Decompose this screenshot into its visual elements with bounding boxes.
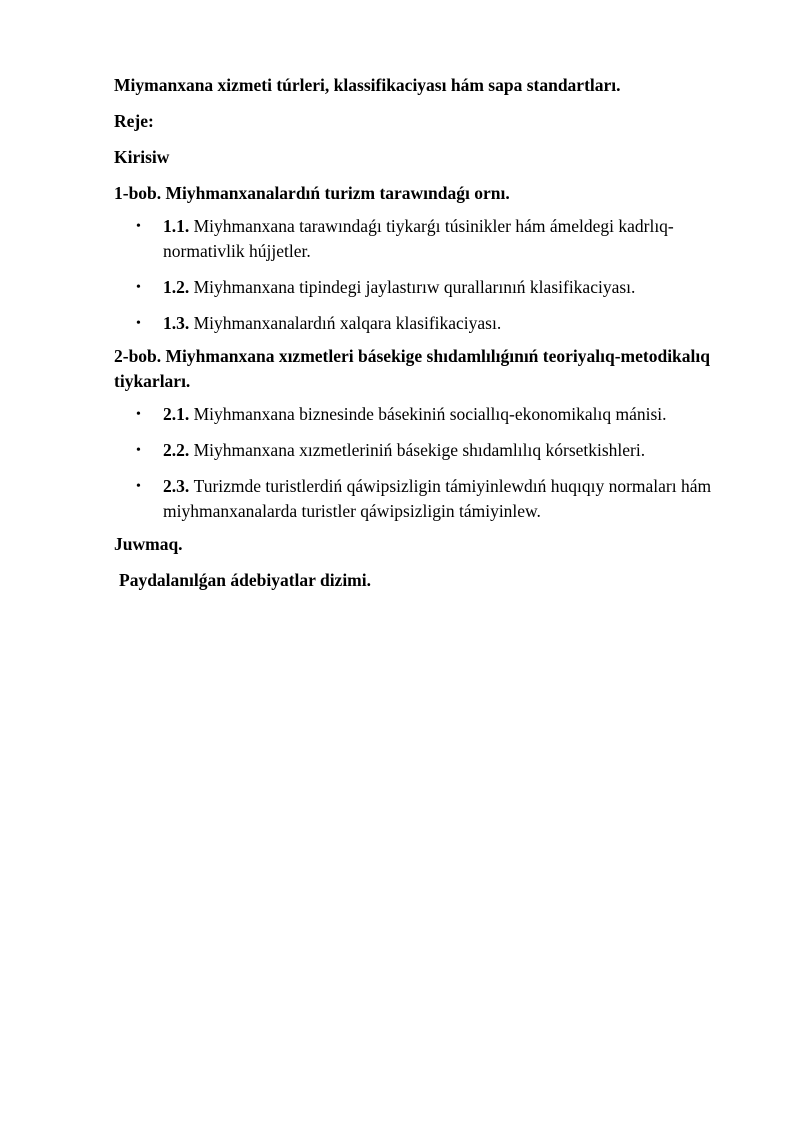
section-number: 1.2. <box>163 277 194 297</box>
chapter-2-sections <box>114 402 724 524</box>
section-number: 2.2. <box>163 440 194 460</box>
bullet-icon: • <box>136 280 141 295</box>
references-heading: Paydalanılǵan ádebiyatlar dizimi. <box>119 570 371 590</box>
list-item <box>114 311 724 336</box>
document-page <box>114 73 724 593</box>
bullet-icon: • <box>136 443 141 458</box>
intro-heading: Kirisiw <box>114 147 170 167</box>
bullet-icon: • <box>136 219 141 234</box>
section-number: 2.3. <box>163 476 194 496</box>
list-item <box>114 474 724 524</box>
list-item <box>114 214 724 264</box>
bullet-icon: • <box>136 407 141 422</box>
section-number: 1.3. <box>163 313 194 333</box>
conclusion-heading: Juwmaq. <box>114 534 183 554</box>
list-item <box>114 438 724 463</box>
section-text: Miyhmanxana tarawındaǵı tiykarǵı túsinikler hám ámeldegi kadrlıq-normativlik hújjetler. <box>163 216 674 261</box>
section-text: Miyhmanxana biznesinde básekiniń sociallıq-ekonomikalıq mánisi. <box>193 404 667 424</box>
section-number: 2.1. <box>163 404 194 424</box>
chapter-1-sections <box>114 214 724 336</box>
section-text: Miyhmanxana xızmetleriniń básekige shıdamlılıq kórsetkishleri. <box>193 440 646 460</box>
section-text: Miyhmanxanalardıń xalqara klasifikaciyası. <box>193 313 502 333</box>
bullet-icon: • <box>136 316 141 331</box>
document-title: Miymanxana xizmeti túrleri, klassifikaciyası hám sapa standartları. <box>114 75 621 95</box>
chapter-2-heading: 2-bob. Miyhmanxana xızmetleri básekige shıdamlılıǵınıń teoriyalıq-metodikalıq tiykarları. <box>114 346 710 391</box>
bullet-icon: • <box>136 479 141 494</box>
plan-label: Reje: <box>114 111 154 131</box>
list-item <box>114 275 724 300</box>
section-text: Miyhmanxana tipindegi jaylastırıw qurallarınıń klasifikaciyası. <box>193 277 636 297</box>
section-text: Turizmde turistlerdiń qáwipsizligin támiyinlewdıń huqıqıy normaları hám miyhmanxanalarda turistler qáwipsizligin támiyinlew. <box>163 476 712 521</box>
list-item <box>114 402 724 427</box>
chapter-1-heading: 1-bob. Miyhmanxanalardıń turizm tarawındaǵı ornı. <box>114 183 510 203</box>
section-number: 1.1. <box>163 216 194 236</box>
